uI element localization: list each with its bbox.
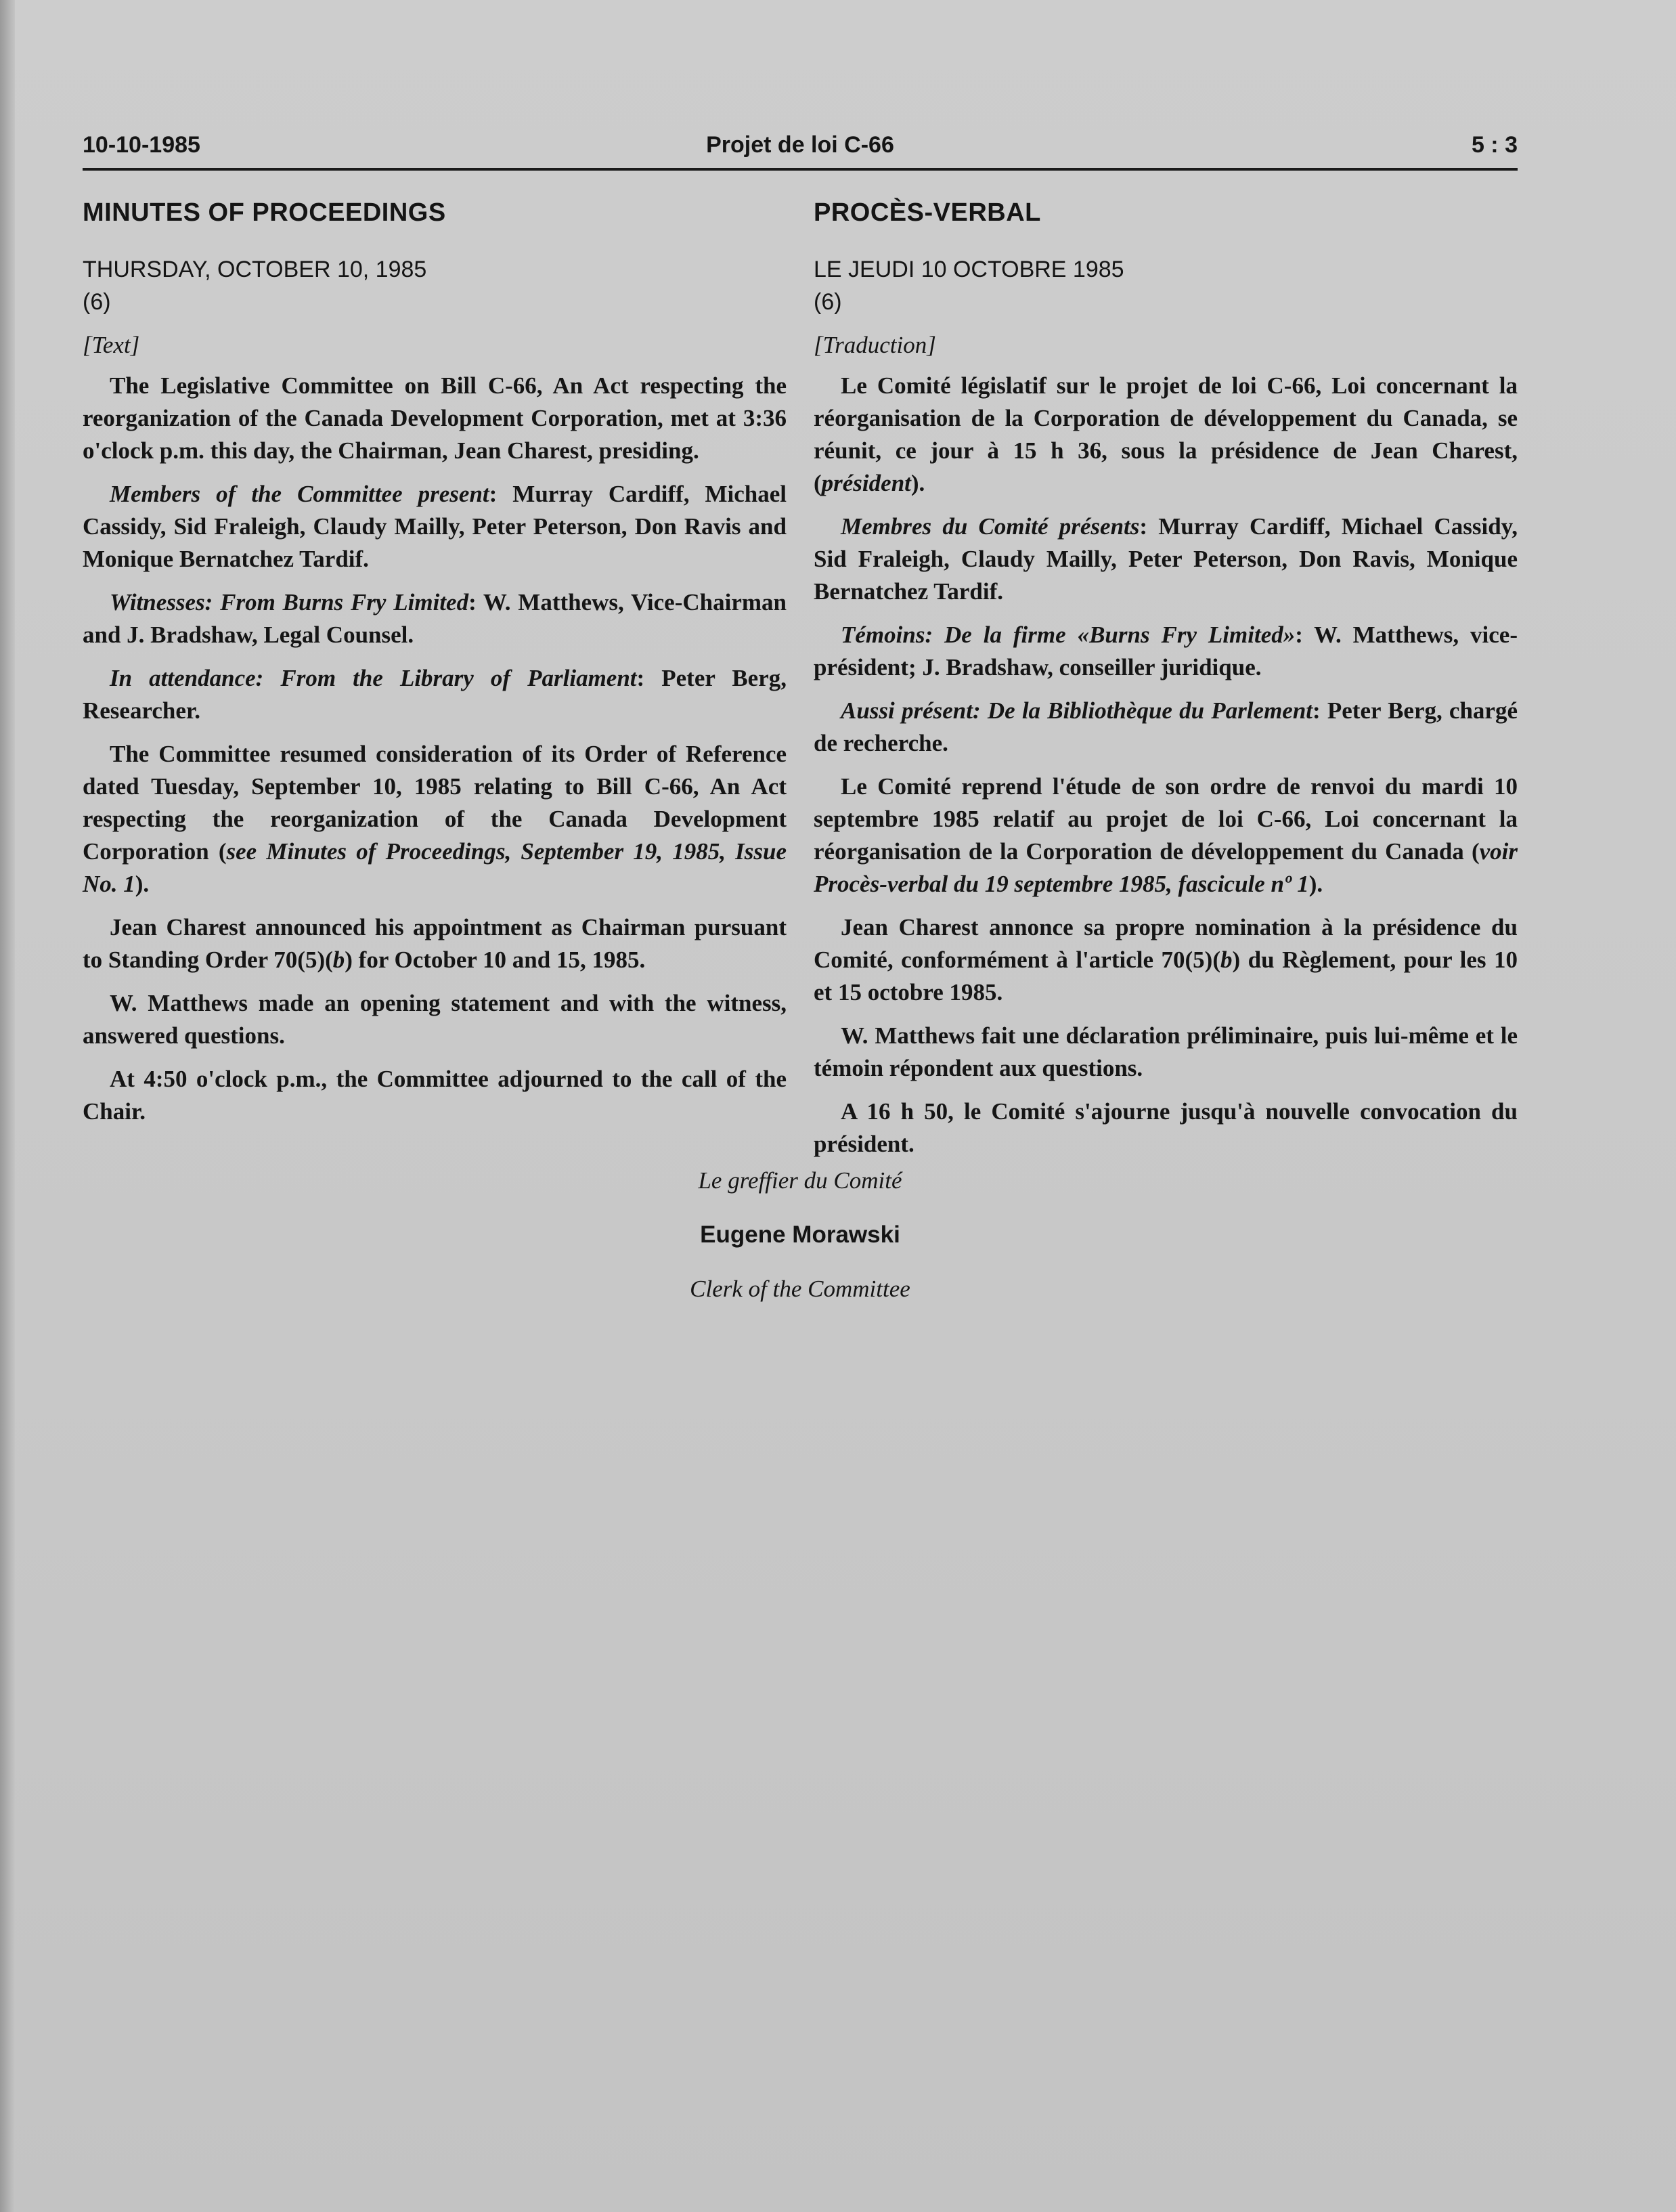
english-paragraph-statement: W. Matthews made an opening statement and with the witness, answered questions. xyxy=(83,990,787,1049)
english-language-tag: [Text] xyxy=(83,332,140,358)
attendance-label: In attendance xyxy=(110,665,256,691)
appointment-text: Jean Charest announced his appointment as Chairman pursuant to Standing Order 70(5)( xyxy=(83,914,787,973)
french-paragraph-statement: W. Matthews fait une déclaration préliminaire, puis lui-même et le témoin répondent aux questions. xyxy=(814,1022,1518,1081)
witnesses-firm: : From Burns Fry Limited xyxy=(204,589,469,615)
signature-name: Eugene Morawski xyxy=(700,1221,900,1248)
english-paragraph-members xyxy=(83,478,787,576)
aussi-present-label: Aussi présent xyxy=(841,697,973,724)
resumed-text: The Committee resumed consideration of its Order of Reference dated Tuesday, September 10, 1985 relating to Bill C-66, An Act respecting the reorganization of the Canada Development Corporation ( xyxy=(83,741,787,865)
attendance-source: : From the Library of Parliament xyxy=(255,665,637,691)
english-paragraph-1: The Legislative Committee on Bill C-66, An Act respecting the reorganization of the Canada Development Corporation, met at 3:36 o'clock p.m. this day, the Chairman, Jean Charest, presiding. xyxy=(83,372,787,464)
english-column xyxy=(83,196,787,1139)
english-paragraph-resumed xyxy=(83,738,787,901)
french-column xyxy=(814,196,1518,1171)
aussi-present-list: : Peter Berg, chargé de recherche. xyxy=(814,697,1518,756)
page-spine-shadow xyxy=(0,0,15,2212)
nomination-subclause: b xyxy=(1220,947,1233,973)
running-head xyxy=(83,126,1518,171)
nomination-text: Jean Charest annonce sa propre nomination à la présidence du Comité, conformément à l'article 70(5) xyxy=(814,914,1518,973)
members-list: : Murray Cardiff, Michael Cassidy, Sid Fraleigh, Claudy Mailly, Peter Peterson, Don Ravis and Monique Bernatchez Tardif. xyxy=(83,481,787,572)
signature-title-french: Le greffier du Comité xyxy=(698,1167,902,1194)
english-heading: MINUTES OF PROCEEDINGS xyxy=(83,198,446,227)
english-paragraph-adjourn: At 4:50 o'clock p.m., the Committee adjourned to the call of the Chair. xyxy=(83,1066,787,1125)
french-paragraph-witnesses xyxy=(814,619,1518,684)
header-date: 10-10-1985 xyxy=(83,132,200,158)
appointment-subclause: b xyxy=(332,947,345,973)
header-title: Projet de loi C-66 xyxy=(706,132,894,158)
signature-title-english: Clerk of the Committee xyxy=(690,1276,910,1302)
french-paragraph-resumed xyxy=(814,771,1518,901)
reprend-reference: voir Procès-verbal du 19 septembre 1985, fascicule nº 1 xyxy=(814,838,1518,897)
aussi-present-source: : De la Bibliothèque du Parlement xyxy=(972,697,1313,724)
english-paragraph-attendance xyxy=(83,662,787,727)
nomination-open: ( xyxy=(1212,947,1220,973)
appointment-end: ) for October 10 and 15, 1985. xyxy=(345,947,646,973)
membres-label: Membres du Comité présents xyxy=(841,513,1140,540)
french-paragraph-appointment xyxy=(814,911,1518,1009)
french-date-line: LE JEUDI 10 OCTOBRE 1985 xyxy=(814,257,1124,282)
reprend-text: Le Comité reprend l'étude de son ordre de renvoi du mardi 10 septembre 1985 relatif au projet de loi C-66, Loi concernant la réorganisation de la Corporation de développement du Canada ( xyxy=(814,773,1518,865)
nomination-end: ) du Règlement, pour les 10 et 15 octobre 1985. xyxy=(814,947,1518,1005)
english-paragraph-appointment xyxy=(83,911,787,976)
temoins-label: Témoins xyxy=(841,622,925,648)
temoins-firm: : De la firme «Burns Fry Limited» xyxy=(925,622,1296,648)
french-paragraph-attendance xyxy=(814,695,1518,760)
witnesses-label: Witnesses xyxy=(110,589,205,615)
french-p1-end: ). xyxy=(910,470,925,496)
french-sitting-number: (6) xyxy=(814,289,842,315)
reprend-end: ). xyxy=(1308,871,1323,897)
french-p1-role: président xyxy=(821,470,911,496)
english-date-line: THURSDAY, OCTOBER 10, 1985 xyxy=(83,257,427,282)
french-heading: PROCÈS-VERBAL xyxy=(814,198,1041,227)
resumed-reference: see Minutes of Proceedings, September 19, 1985, Issue No. 1 xyxy=(83,838,787,897)
french-p1-text: Le Comité législatif sur le projet de loi C-66, Loi concernant la réorganisation de la Corporation de développement du Canada, se réunit, ce jour à 15 h 36, sous la présidence de Jean Charest, ( xyxy=(814,372,1518,496)
resumed-end: ). xyxy=(135,871,150,897)
french-paragraph-1 xyxy=(814,370,1518,500)
english-paragraph-witnesses xyxy=(83,586,787,651)
attendance-list: : Peter Berg, Researcher. xyxy=(83,665,787,724)
english-sitting-number: (6) xyxy=(83,289,111,315)
french-language-tag: [Traduction] xyxy=(814,332,936,358)
header-page-number: 5 : 3 xyxy=(1471,132,1518,158)
witnesses-list: : W. Matthews, Vice-Chairman and J. Bradshaw, Legal Counsel. xyxy=(83,589,787,648)
temoins-list: : W. Matthews, vice-président; J. Bradshaw, conseiller juridique. xyxy=(814,622,1518,680)
membres-list: : Murray Cardiff, Michael Cassidy, Sid Fraleigh, Claudy Mailly, Peter Peterson, Don Ravis, Monique Bernatchez Tardif. xyxy=(814,513,1518,605)
french-paragraph-adjourn: A 16 h 50, le Comité s'ajourne jusqu'à nouvelle convocation du président. xyxy=(814,1098,1518,1157)
french-paragraph-members xyxy=(814,511,1518,608)
members-label: Members of the Committee present xyxy=(110,481,489,507)
